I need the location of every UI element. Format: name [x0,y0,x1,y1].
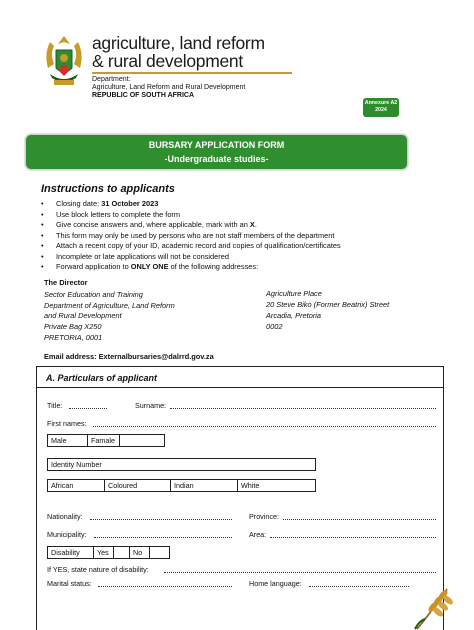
instruction-item: • Attach a recent copy of your ID, academic record and copies of qualification/certificates [41,241,341,252]
province-label: Province: [249,512,279,521]
surname-label: Surname: [135,401,167,410]
marital-status-field[interactable] [98,580,232,587]
address-line: Department of Agriculture, Land Reform [44,300,175,310]
race-coloured-option[interactable]: Coloured [105,480,171,491]
gender-options [47,434,165,447]
instructions-heading: Instructions to applicants [41,183,175,195]
header-divider [92,72,292,74]
form-title-banner [25,134,408,170]
nationality-field[interactable] [90,513,232,520]
physical-address [266,288,389,332]
race-indian-option[interactable]: Indian [171,480,238,491]
address-line: and Rural Development [44,311,122,321]
municipality-label: Municipality: [47,530,87,539]
address-line: Agriculture Place [266,289,322,298]
home-language-field[interactable] [309,580,409,587]
address-line: Private Bag X250 [44,322,102,332]
wheat-icon [413,585,453,630]
annexure-badge [363,98,399,117]
disability-yes-checkbox[interactable] [114,547,130,558]
gender-female-option[interactable]: Famale [88,435,120,446]
title-label: Title: [47,401,63,410]
home-language-label: Home language: [249,579,302,588]
area-label: Area: [249,530,267,539]
address-line: 0002 [266,322,283,331]
department-header [40,33,460,99]
address-line: Sector Education and Training [44,290,143,299]
title-field[interactable] [69,402,107,409]
disability-no-option[interactable]: No [130,547,150,558]
area-field[interactable] [270,531,436,538]
first-names-label: First names: [47,419,87,428]
instruction-item: • Incomplete or late applications will not be considered [41,252,341,263]
department-name-line1: agriculture, land reform [92,33,265,53]
address-recipient: The Director [44,278,88,287]
department-name-line2: & rural development [92,51,243,71]
identity-number-field[interactable] [47,458,316,471]
disability-label: Disability [48,547,94,558]
email-address: Email address: Externalbursaries@dalrrd.gov.za [44,352,214,361]
race-options [47,479,316,492]
postal-address [44,290,175,344]
disability-nature-label: If YES, state nature of disability: [47,565,149,574]
first-names-field[interactable] [93,420,436,427]
section-particulars-of-applicant [36,366,444,630]
marital-status-label: Marital status: [47,579,92,588]
form-title: BURSARY APPLICATION FORM [148,140,285,150]
surname-field[interactable] [170,402,436,409]
address-line: 20 Steve Biko (Former Beatrix) Street [266,300,390,309]
instruction-item: • Closing date: 31 October 2023 [41,199,341,210]
gender-checkbox[interactable] [120,435,164,446]
coat-of-arms-icon [40,34,88,92]
nationality-label: Nationality: [47,512,83,521]
country-name: REPUBLIC OF SOUTH AFRICA [92,92,195,99]
instruction-item: • Forward application to ONLY ONE of the following addresses: [41,262,341,273]
section-a-title: A. Particulars of applicant [46,373,158,383]
race-african-option[interactable]: African [48,480,105,491]
address-line: Arcadia, Pretoria [266,311,322,320]
instruction-item: • This form may only be used by persons who are not staff members of the department [41,231,341,242]
race-white-option[interactable]: White [241,481,260,490]
department-label: Department: [92,76,131,83]
form-subtitle: -Undergraduate studies- [164,154,269,164]
annexure-label: Annexure A2 [364,100,398,106]
province-field[interactable] [283,513,436,520]
section-divider [37,387,443,388]
instruction-item: • Use block letters to complete the form [41,210,341,221]
gender-male-option[interactable]: Male [48,435,88,446]
identity-number-label: Identity Number [51,460,102,469]
department-full-name: Agriculture, Land Reform and Rural Development [92,84,246,91]
instruction-item: • Give concise answers and, where applicable, mark with an X. [41,220,341,231]
instructions-list [41,199,341,273]
disability-yes-option[interactable]: Yes [94,547,114,558]
address-line: PRETORIA, 0001 [44,332,103,342]
disability-options [47,546,170,559]
disability-no-checkbox[interactable] [150,547,169,558]
municipality-field[interactable] [94,531,232,538]
disability-nature-field[interactable] [164,566,436,573]
annexure-year: 2024 [375,107,387,113]
